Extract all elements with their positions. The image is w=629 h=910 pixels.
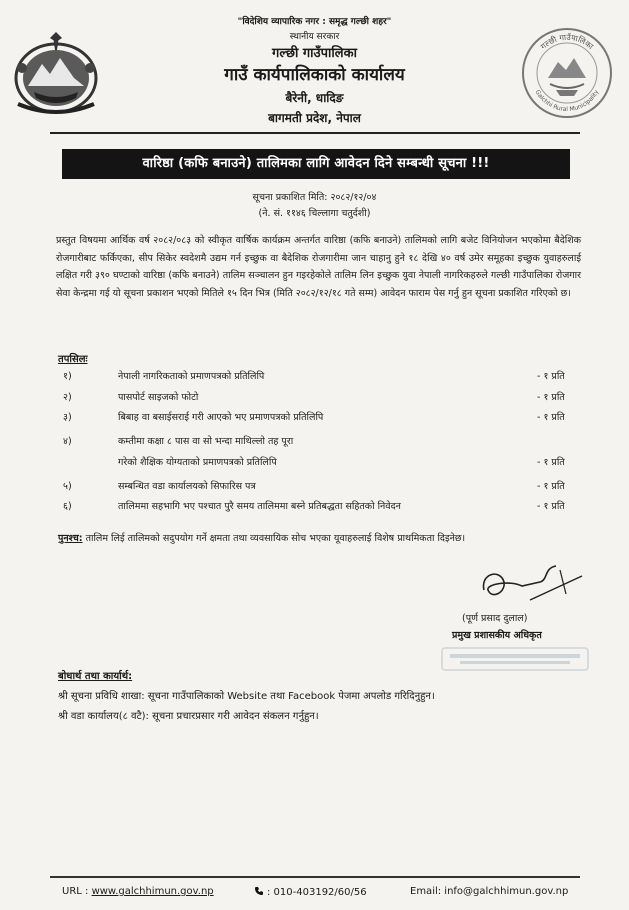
document-text: पासपोर्ट साइजको फोटो	[118, 392, 199, 403]
website-link[interactable]: www.galchhimun.gov.np	[91, 886, 214, 897]
document-quantity: - १ प्रति	[537, 501, 565, 512]
footer-phone	[254, 886, 367, 898]
document-number: २)	[63, 392, 72, 403]
document-row	[0, 369, 629, 385]
document-row	[0, 455, 629, 471]
document-text: तालिममा सहभागि भए पश्चात पुरै समय तालिममा बस्ने प्रतिबद्धता सहितको निवेदन	[118, 501, 401, 512]
details-title: तपसिलः	[58, 354, 88, 365]
action-item: श्री वडा कार्यालय(८ वटै): सूचना प्रचारप्रसार गरी आवेदन संकलन गर्नुहुन।	[58, 711, 319, 722]
office-location: बैरेनी, धादिङ	[285, 91, 344, 105]
action-title: बोधार्थ तथा कार्यार्थ:	[58, 671, 133, 682]
footer	[0, 886, 629, 902]
logo-text-top: गल्छी गाउँपालिका	[538, 32, 595, 52]
nepal-sambat-date: (ने. सं. ११४६ चिल्लागा चतुर्दशी)	[258, 208, 371, 219]
document-number: ६)	[63, 501, 72, 512]
document-number: ३)	[63, 412, 72, 423]
signer-name: (पूर्ण प्रसाद दुलाल)	[462, 613, 528, 624]
document-text: नेपाली नागरिकताको प्रमाणपत्रको प्रतिलिपि	[118, 371, 265, 382]
stamp-icon	[440, 646, 590, 672]
signer-title: प्रमुख प्रशासकीय अधिकृत	[452, 630, 542, 641]
postscript-note	[58, 531, 583, 544]
document-text: गरेको शैक्षिक योग्यताको प्रमाणपत्रको प्रतिलिपि	[118, 457, 277, 468]
document-quantity: - १ प्रति	[537, 371, 565, 382]
municipality-name: गल्छी गाउँपालिका	[272, 46, 357, 61]
footer-divider	[50, 876, 580, 878]
logo-text-bottom: Galchhi Rural Municipality	[533, 88, 601, 114]
publish-date: सूचना प्रकाशित मिति: २०८२/१२/०४	[252, 192, 377, 203]
province-name: बागमती प्रदेश, नेपाल	[268, 111, 361, 125]
phone-number: : 010-403192/60/56	[267, 887, 367, 898]
document-quantity: - १ प्रति	[537, 412, 565, 423]
signature-icon	[470, 560, 590, 610]
municipality-logo-icon	[520, 26, 614, 120]
footer-url-label: URL :	[62, 886, 92, 897]
postscript-text: तालिम लिई तालिमको सदुपयोग गर्ने क्षमता तथा व्यवसायिक सोच भएका यूवाहरुलाई विशेष प्राथमिकता दिइनेछ।	[82, 533, 466, 544]
footer-email[interactable]: Email: info@galchhimun.gov.np	[410, 886, 569, 897]
document-quantity: - १ प्रति	[537, 392, 565, 403]
document-text: कम्तीमा कक्षा ८ पास वा सो भन्दा माथिल्लो तह पूरा	[118, 436, 294, 447]
government-label: स्थानीय सरकार	[289, 32, 340, 42]
document-row	[0, 434, 629, 450]
header-divider	[50, 132, 580, 134]
postscript-label: पुनश्च:	[58, 533, 83, 544]
document-number: १)	[63, 371, 72, 382]
notice-body: प्रस्तुत विषयमा आर्थिक वर्ष २०८२/०८३ को स्वीकृत वार्षिक कार्यक्रम अन्तर्गत वारिष्ठा (कफि बनाउने) तालिमको लागि बजेट विनियोजन भएकोमा बैदेशिक रोजगारीबाट फर्किएका, सीप सिकेर स्वदेशमै उद्यम गर्न इच्छुक वा बैदेशिक रोजगारीमा जान चाहानु हुने १८ देखि ४० वर्ष उमेर समूहका इच्छुक युवाहरुलाई लक्षित गरी ३९० घण्टाको वारिष्ठा (कफि बनाउने) तालिम सञ्चालन हुन गइरहेकोले तालिम लिन इच्छुक युवा नेपाली नागरिकहरुले गल्छी गाउँपालिका रोजगार सेवा केन्द्रमा गई यो सूचना प्रकाशन भएको मितिले १५ दिन भित्र (मिति २०८२/१२/१८ गते सम्म) आवेदन फाराम पेस गर्नु हुन सूचना प्रकाशित गरिएको छ।	[56, 235, 581, 299]
action-item: श्री सूचना प्रविधि शाखा: सूचना गाउँपालिकाको Website तथा Facebook पेजमा अपलोड गरिदिनुहुन।	[58, 691, 435, 702]
document-quantity: - १ प्रति	[537, 481, 565, 492]
document-row	[0, 479, 629, 495]
document-row	[0, 410, 629, 426]
document-number: ५)	[63, 481, 72, 492]
document-text: सम्बन्धित वडा कार्यालयको सिफारिस पत्र	[118, 481, 256, 492]
slogan: "विदेशिय व्यापारिक नगर : समृद्ध गल्छी शहर"	[237, 17, 392, 27]
footer-url	[62, 886, 214, 897]
document-quantity: - १ प्रति	[537, 457, 565, 468]
document-row	[0, 499, 629, 515]
office-name: गाउँ कार्यपालिकाको कार्यालय	[224, 65, 405, 85]
notice-title: वारिष्ठा (कफि बनाउने) तालिमका लागि आवेदन दिने सम्बन्धी सूचना !!!	[62, 149, 570, 179]
document-row	[0, 390, 629, 406]
document-number: ४)	[63, 436, 72, 447]
phone-icon	[254, 886, 264, 896]
document-text: बिबाह वा बसाईसराई गरी आएको भए प्रमाणपत्रको प्रतिलिपि	[118, 412, 324, 423]
